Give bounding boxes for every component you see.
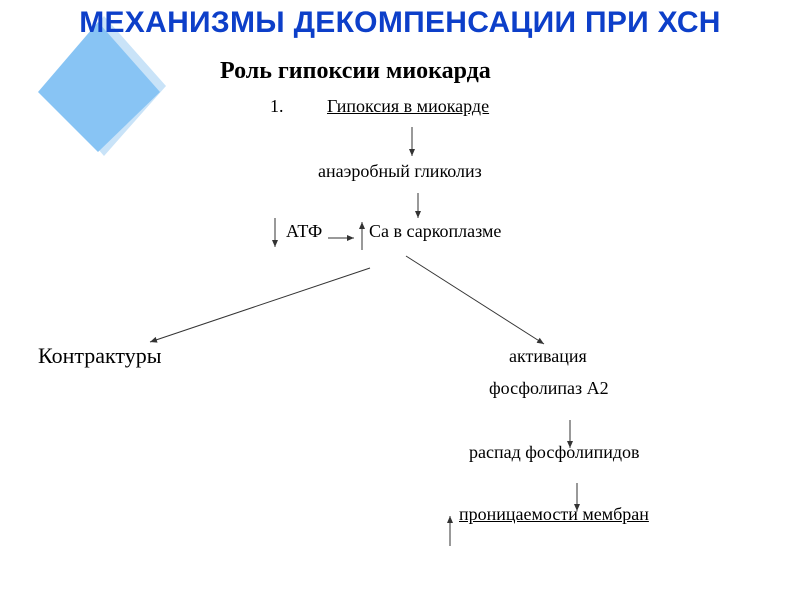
node-glycolysis: анаэробный гликолиз	[318, 161, 482, 181]
list-number: 1.	[270, 96, 284, 116]
node-atp: АТФ	[286, 221, 323, 241]
node-hypoxia: Гипоксия в миокарде	[327, 96, 490, 116]
slide-subtitle: Роль гипоксии миокарда	[220, 58, 491, 84]
node-breakdown: распад фосфолипидов	[469, 442, 640, 462]
node-activation: активация	[509, 346, 587, 366]
node-permeability: проницаемости мембран	[459, 504, 649, 524]
arrow-ca-to-contractures	[150, 268, 370, 342]
arrow-ca-to-activation	[406, 256, 544, 344]
slide-title: МЕХАНИЗМЫ ДЕКОМПЕНСАЦИИ ПРИ ХСН	[79, 6, 721, 39]
node-ca: Са в саркоплазме	[369, 221, 502, 241]
node-contractures: Контрактуры	[38, 343, 162, 368]
node-phospholipase: фосфолипаз А2	[489, 378, 609, 398]
